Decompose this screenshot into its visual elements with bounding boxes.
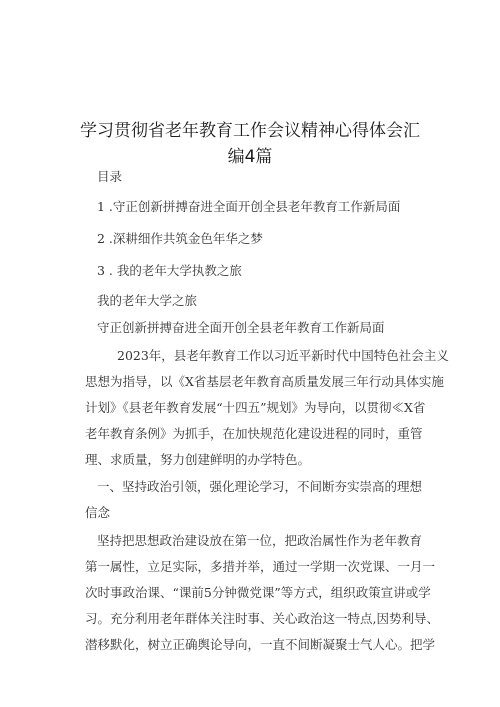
- body-line: 一、坚持政治引领，强化理论学习，不间断夯实崇高的理想: [97, 479, 423, 494]
- document-title-line-2: 编4篇: [227, 147, 273, 167]
- body-line: 第一属性，立足实际，多措并举，通过一学期一次党课、一月一: [85, 559, 436, 574]
- body-line: 信念: [85, 505, 111, 520]
- body-line: 习。充分利用老年群体关注时事、关心政治这一特点,因势利导、: [85, 611, 439, 626]
- body-line: 2023年，县老年教育工作以习近平新时代中国特色社会主义: [117, 348, 449, 363]
- document-title: [60, 118, 440, 170]
- body-line: 理、求质量，努力创建鲜明的办学特色。: [85, 452, 311, 467]
- toc-item-1: 1 .守正创新拼搏奋进全面开创全县老年教育工作新局面: [97, 199, 401, 214]
- body-line: 思想为指导，以《X省基层老年教育高质量发展三年行动具体实施: [85, 374, 444, 389]
- body-line: 计划》《县老年教育发展“十四五”规划》为导向，以贯彻≪X省: [85, 400, 426, 415]
- body-line: 守正创新拼搏奋进全面开创全县老年教育工作新局面: [97, 320, 385, 335]
- body-line: 我的老年大学之旅: [97, 293, 198, 308]
- body-line: 次时事政治课、“课前5分钟微党课”等方式，组织政策宣讲或学: [85, 585, 431, 600]
- toc-heading: 目录: [97, 169, 123, 184]
- body-line: 坚持把思想政治建设放在第一位，把政治属性作为老年教育: [97, 533, 423, 548]
- toc-item-2: 2 .深耕细作共筑金色年华之梦: [97, 231, 263, 246]
- document-title-line-1: 学习贯彻省老年教育工作会议精神心得体会汇: [80, 121, 420, 141]
- body-line: 老年教育条例》为抓手，在加快规范化建设进程的同时，重管: [85, 426, 423, 441]
- toc-item-3: 3 . 我的老年大学执教之旅: [97, 263, 242, 278]
- body-line: 潜移默化，树立正确舆论导向，一直不间断凝聚士气人心。把学: [85, 637, 436, 652]
